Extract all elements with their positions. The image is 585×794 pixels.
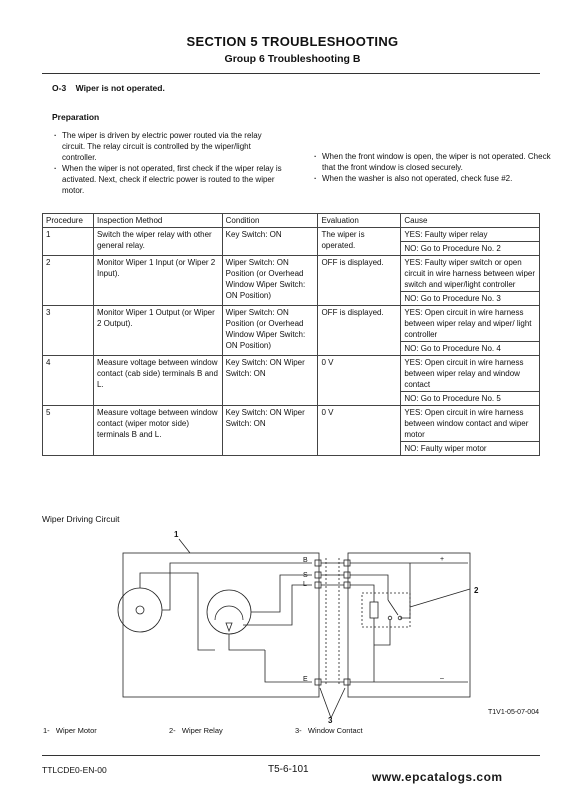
wiper-relay-box — [348, 553, 470, 697]
cell-condition: Wiper Switch: ON Position (or Overhead Window Wiper Switch: ON Position) — [222, 256, 318, 306]
cell-yes: YES: Open circuit in wire harness between window contact and wiper motor — [401, 406, 540, 442]
table-row — [43, 228, 540, 242]
terminal-s-label: S — [303, 572, 308, 579]
table-row — [43, 256, 540, 292]
table-header-row — [43, 214, 540, 228]
section-title: SECTION 5 TROUBLESHOOTING — [186, 34, 399, 49]
cell-method: Monitor Wiper 1 Output (or Wiper 2 Output). — [93, 306, 222, 356]
cell-evaluation: OFF is displayed. — [318, 306, 401, 356]
prep-bullet: · The wiper is driven by electric power routed via the relay circuit. The relay circuit is controlled by the wiper/light controller. — [53, 130, 283, 163]
cell-procedure: 2 — [43, 256, 94, 306]
terminal-e-label: E — [303, 676, 308, 683]
legend-item: 2- Wiper Relay — [169, 726, 223, 735]
callout-1: 1 — [174, 530, 179, 539]
cell-procedure: 1 — [43, 228, 94, 256]
legend-item: 1- Wiper Motor — [43, 726, 97, 735]
col-header: Cause — [401, 214, 540, 228]
prep-bullet: · When the wiper is not operated, first check if the wiper relay is activated. Next, check if electric power is routed to the wiper motor. — [53, 163, 283, 196]
table-row — [43, 356, 540, 392]
brand-watermark: www.epcatalogs.com — [372, 770, 503, 784]
cell-yes: YES: Faulty wiper relay — [401, 228, 540, 242]
cell-condition: Key Switch: ON Wiper Switch: ON — [222, 356, 318, 406]
cell-yes: YES: Faulty wiper switch or open circuit in wire harness between wiper switch and wiper/light controller — [401, 256, 540, 292]
cell-condition: Wiper Switch: ON Position (or Overhead Window Wiper Switch: ON Position) — [222, 306, 318, 356]
preparation-right-list — [313, 151, 553, 184]
callout-2: 2 — [474, 586, 479, 595]
cell-no: NO: Go to Procedure No. 4 — [401, 342, 540, 356]
minus-sign: – — [440, 675, 444, 682]
footer-rule — [42, 755, 540, 756]
cell-no: NO: Faulty wiper motor — [401, 442, 540, 456]
cell-no: NO: Go to Procedure No. 3 — [401, 292, 540, 306]
table-row — [43, 406, 540, 442]
relay-dashed-outline — [362, 593, 410, 627]
preparation-left-list — [53, 130, 283, 196]
figure-id: T1V1-05-07-004 — [488, 709, 539, 716]
cell-method: Measure voltage between window contact (wiper motor side) terminals B and L. — [93, 406, 222, 456]
cell-method: Switch the wiper relay with other general relay. — [93, 228, 222, 256]
cell-evaluation: 0 V — [318, 406, 401, 456]
col-header: Condition — [222, 214, 318, 228]
cell-procedure: 3 — [43, 306, 94, 356]
prep-bullet: · When the front window is open, the wiper is not operated. Check that the front window is closed securely. — [313, 151, 553, 173]
cell-method: Measure voltage between window contact (cab side) terminals B and L. — [93, 356, 222, 406]
col-header: Procedure — [43, 214, 94, 228]
table-row — [43, 306, 540, 342]
cell-procedure: 4 — [43, 356, 94, 406]
legend-item: 3- Window Contact — [295, 726, 363, 735]
terminal-b-label: B — [303, 557, 308, 564]
cell-procedure: 5 — [43, 406, 94, 456]
cell-yes: YES: Open circuit in wire harness between wiper relay and window contact — [401, 356, 540, 392]
wiper-switch-disk — [207, 590, 251, 634]
preparation-heading: Preparation — [52, 112, 100, 122]
doc-code: TTLCDE0-EN-00 — [42, 765, 107, 775]
cell-evaluation: OFF is displayed. — [318, 256, 401, 306]
col-header: Evaluation — [318, 214, 401, 228]
diagram-caption: Wiper Driving Circuit — [42, 514, 120, 524]
cell-no: NO: Go to Procedure No. 5 — [401, 392, 540, 406]
callout-3: 3 — [328, 716, 333, 725]
wiper-motor-symbol — [118, 588, 162, 632]
plus-sign: + — [440, 556, 445, 563]
cell-no: NO: Go to Procedure No. 2 — [401, 242, 540, 256]
wiper-circuit-diagram — [0, 525, 585, 725]
cell-condition: Key Switch: ON — [222, 228, 318, 256]
prep-bullet: · When the washer is also not operated, check fuse #2. — [313, 173, 553, 184]
terminal-l-label: L — [303, 581, 307, 588]
cell-yes: YES: Open circuit in wire harness between wiper relay and wiper/ light controller — [401, 306, 540, 342]
cell-method: Monitor Wiper 1 Input (or Wiper 2 Input). — [93, 256, 222, 306]
cell-evaluation: The wiper is operated. — [318, 228, 401, 256]
relay-coil — [370, 602, 378, 618]
col-header: Inspection Method — [93, 214, 222, 228]
cell-condition: Key Switch: ON Wiper Switch: ON — [222, 406, 318, 456]
group-title: Group 6 Troubleshooting B — [224, 53, 361, 65]
cell-evaluation: 0 V — [318, 356, 401, 406]
page-number: T5-6-101 — [268, 764, 309, 775]
header-rule — [42, 73, 540, 74]
troubleshooting-code: O-3 Wiper is not operated. — [52, 83, 165, 93]
troubleshooting-table — [42, 213, 540, 456]
